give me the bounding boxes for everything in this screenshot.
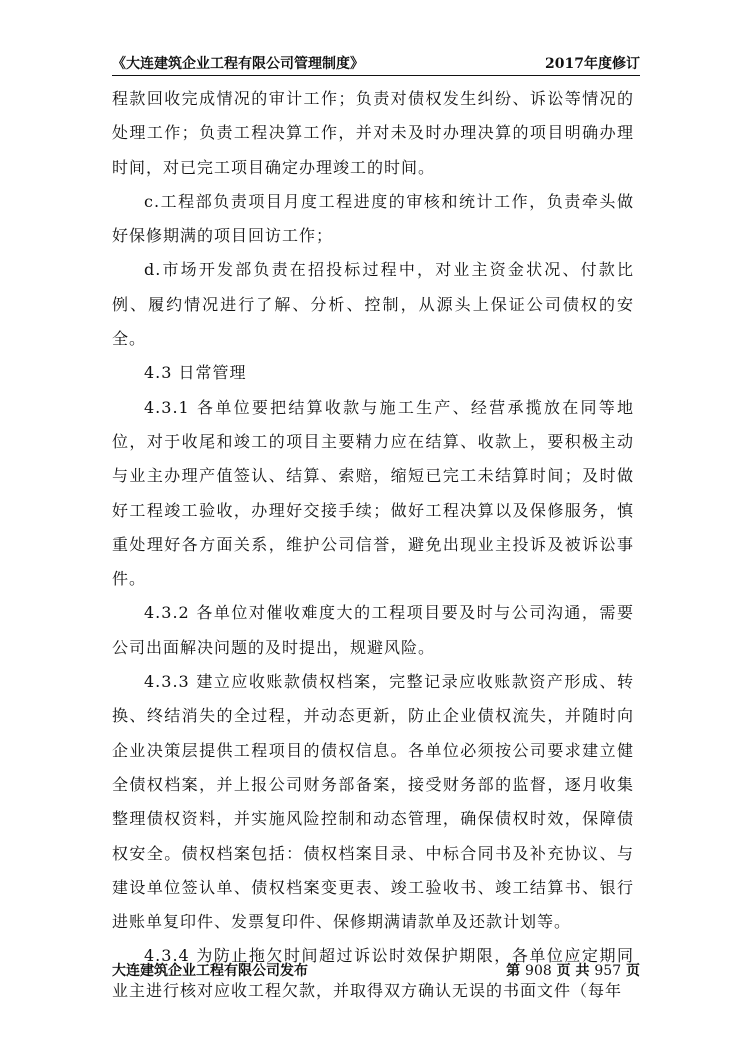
page-prefix: 第 (506, 963, 521, 979)
document-title: 《大连建筑企业工程有限公司管理制度》 (112, 56, 364, 72)
page-mid: 页 共 (556, 963, 590, 979)
publisher-label: 大连建筑企业工程有限公司发布 (112, 963, 308, 979)
page-footer (112, 960, 640, 980)
paragraph-4-3-2: 4.3.2 各单位对催收难度大的工程项目要及时与公司沟通，需要公司出面解决问题的及时提出，规避风险。 (112, 603, 634, 657)
page-suffix: 页 (626, 963, 640, 979)
paragraph-4-3-4: 4.3.4 为防止拖欠时间超过诉讼时效保护期限，各单位应定期同业主进行核对应收工程欠款，并取得双方确认无误的书面文件（每年 (112, 946, 634, 1000)
paragraph-continuation: 程款回收完成情况的审计工作；负责对债权发生纠纷、诉讼等情况的处理工作；负责工程决算工作，并对未及时办理决算的项目明确办理时间，对已完工项目确定办理竣工的时间。 (112, 89, 634, 177)
header-rule (112, 75, 640, 76)
section-heading-4-3: 4.3 日常管理 (144, 363, 247, 383)
page-current: 908 (525, 963, 552, 979)
paragraph-4-3-1: 4.3.1 各单位要把结算收款与施工生产、经营承揽放在同等地位，对于收尾和竣工的项目主要精力应在结算、收款上，要积极主动与业主办理产值签认、结算、索赔，缩短已完工未结算时间；及时做好工程竣工验收，办理好交接手续；做好工程决算以及保修服务，慎重处理好各方面关系，维护公司信誉，避免出现业主投诉及被诉讼事件。 (112, 397, 634, 589)
body-text (112, 82, 634, 1008)
page-header (112, 50, 640, 74)
paragraph-item-d: d.市场开发部负责在招投标过程中，对业主资金状况、付款比例、履约情况进行了解、分析、控制，从源头上保证公司债权的安全。 (112, 260, 634, 349)
paragraph-item-c: c.工程部负责项目月度工程进度的审核和统计工作，负责牵头做好保修期满的项目回访工作； (112, 191, 634, 246)
page-total: 957 (594, 963, 622, 979)
revision-label: 2017年度修订 (545, 56, 640, 72)
page-number (506, 960, 640, 980)
paragraph-4-3-3: 4.3.3 建立应收账款债权档案，完整记录应收账款资产形成、转换、终结消失的全过程，并动态更新，防止企业债权流失，并随时向企业决策层提供工程项目的债权信息。各单位必须按公司要求建立健全债权档案，并上报公司财务部备案，接受财务部的监督，逐月收集整理债权资料，并实施风险控制和动态管理，确保债权时效，保障债权安全。债权档案包括：债权档案目录、中标合同书及补充协议、与建设单位签认单、债权档案变更表、竣工验收书、竣工结算书、银行进账单复印件、发票复印件、保修期满请款单及还款计划等。 (112, 672, 634, 932)
